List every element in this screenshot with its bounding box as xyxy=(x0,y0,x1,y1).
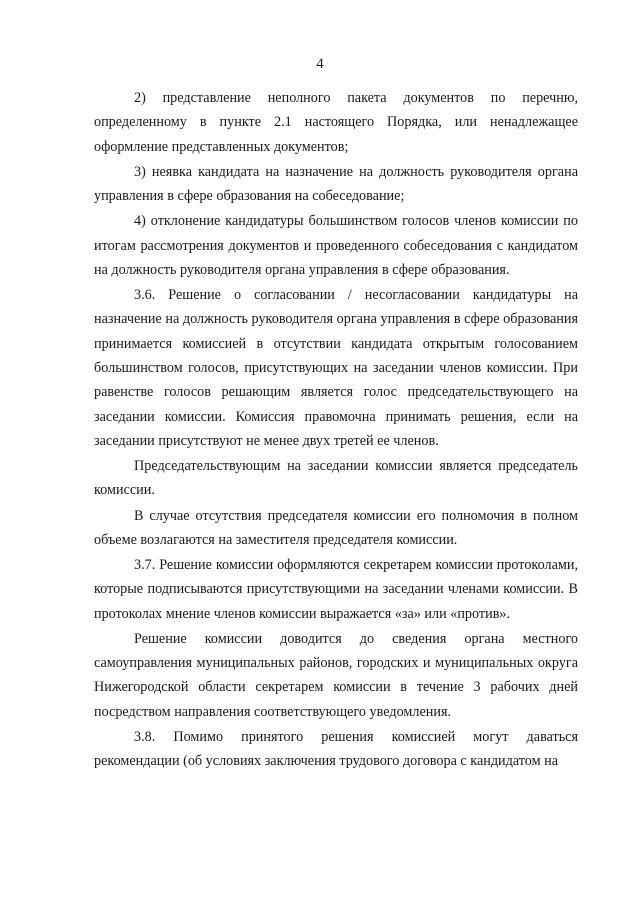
paragraph: Решение комиссии доводится до сведения органа местного самоуправления муниципальных районов, городских и муниципальных округа Нижегородской области секретарем комиссии в течение 3 рабочих дней посредством направления соответствующего уведомления. xyxy=(94,630,578,720)
paragraph: В случае отсутствия председателя комиссии его полномочия в полном объеме возлагаются на заместителя председателя комиссии. xyxy=(94,507,578,548)
paragraph: 3.6. Решение о согласовании / несогласовании кандидатуры на назначение на должность руководителя органа управления в сфере образования принимается комиссией в отсутствии кандидата открытым голосованием большинством голосов, присутствующих на заседании членов комиссии. При равенстве голосов решающим является голос председательствующего на заседании комиссии. Комиссия правомочна принимать решения, если на заседании присутствуют не менее двух третей ее членов. xyxy=(94,287,578,449)
paragraph: 3) неявка кандидата на назначение на должность руководителя органа управления в сфере образования на собеседование; xyxy=(94,163,578,205)
paragraph: 4) отклонение кандидатуры большинством голосов членов комиссии по итогам рассмотрения документов и проведенного собеседования с кандидатом на должность руководителя органа управления в сфере образования. xyxy=(94,213,578,278)
paragraph: 2) представление неполного пакета документов по перечню, определенному в пункте 2.1 настоящего Порядка, или ненадлежащее оформление представленных документов; xyxy=(94,90,578,155)
paragraph: Председательствующим на заседании комиссии является председатель комиссии. xyxy=(94,458,578,499)
document-body xyxy=(94,86,578,773)
paragraph: 3.7. Решение комиссии оформляются секретарем комиссии протоколами, которые подписываются присутствующими на заседании членами комиссии. В протоколах мнение членов комиссии выражается «за» или «против». xyxy=(94,556,578,622)
page-number: 4 xyxy=(316,56,324,72)
paragraph: 3.8. Помимо принятого решения комиссией могут даваться рекомендации (об условиях заключения трудового договора с кандидатом на xyxy=(94,728,578,770)
